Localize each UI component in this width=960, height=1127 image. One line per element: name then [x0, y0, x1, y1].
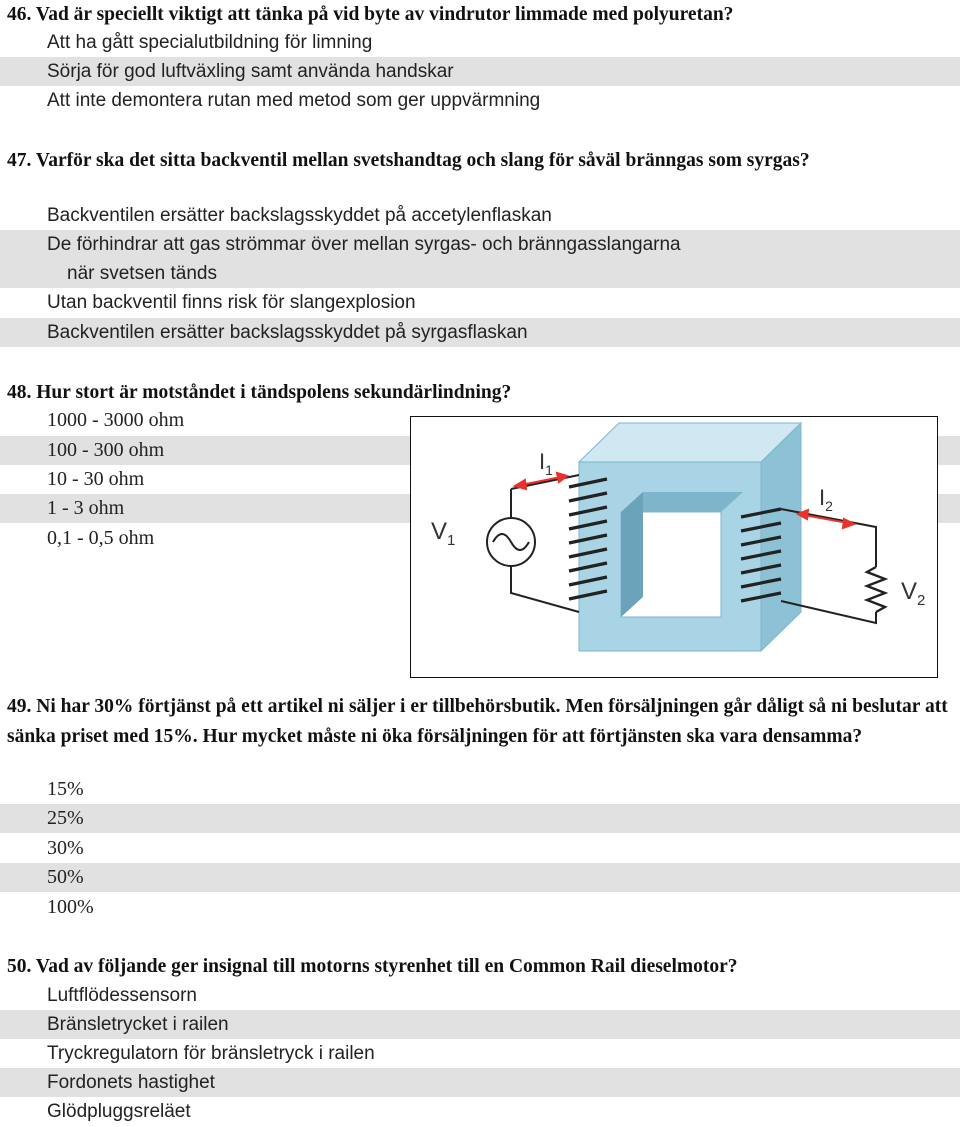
q48-option-5[interactable]: 0,1 - 0,5 ohm	[47, 527, 155, 549]
q48-option-2[interactable]: 100 - 300 ohm	[0, 436, 960, 465]
q50-option-1[interactable]: Luftflödessensorn	[47, 985, 197, 1006]
shade-right-2	[944, 494, 960, 523]
v2-label: $V_2$	[901, 578, 926, 609]
q49-option-3[interactable]: 30%	[47, 837, 84, 859]
q47-option-4[interactable]: Backventilen ersätter backslagsskyddet på syrgasflaskan	[0, 318, 960, 347]
q48-option-1[interactable]: 1000 - 3000 ohm	[47, 409, 185, 431]
q48-option-3[interactable]: 10 - 30 ohm	[47, 468, 145, 490]
question-49-text: 49. Ni har 30% förtjänst på ett artikel ni säljer i er tillbehörsbutik. Men försäljningen går dåligt så ni beslutar att sänka priset med 15%. Hur mycket måste ni öka försäljningen för att förtjänsten ska vara densamma?	[7, 696, 948, 747]
current-arrow-primary	[515, 473, 567, 489]
q46-option-3[interactable]: Att inte demontera rutan med metod som ger uppvärmning	[47, 90, 541, 111]
q50-option-3[interactable]: Tryckregulatorn för bränsletryck i railen	[47, 1043, 375, 1064]
question-48-text: 48. Hur stort är motståndet i tändspolens sekundärlindning?	[7, 382, 512, 403]
q50-option-2[interactable]: Bränsletrycket i railen	[0, 1010, 960, 1039]
transformer-diagram	[411, 417, 936, 676]
q49-option-1[interactable]: 15%	[47, 778, 84, 800]
q50-option-5[interactable]: Glödpluggsreläet	[47, 1101, 191, 1122]
q48-option-4[interactable]: 1 - 3 ohm	[0, 494, 960, 523]
q47-option-1[interactable]: Backventilen ersätter backslagsskyddet på accetylenflaskan	[47, 205, 552, 226]
shade-right-1	[944, 436, 960, 465]
q49-option-4[interactable]: 50%	[0, 863, 960, 892]
question-46-text: 46. Vad är speciellt viktigt att tänka på vid byte av vindrutor limmade med polyuretan?	[7, 4, 734, 25]
question-50-text: 50. Vad av följande ger insignal till motorns styrenhet till en Common Rail dieselmotor?	[7, 956, 738, 977]
q50-option-4[interactable]: Fordonets hastighet	[0, 1068, 960, 1097]
i2-label: $I_2$	[819, 485, 833, 514]
question-47-text: 47. Varför ska det sitta backventil mellan svetshandtag och slang för såväl bränngas som syrgas?	[7, 150, 810, 171]
q47-option-3[interactable]: Utan backventil finns risk för slangexplosion	[47, 292, 416, 313]
q49-option-5[interactable]: 100%	[47, 896, 94, 918]
v1-label: $V_1$	[431, 518, 456, 549]
q46-option-1[interactable]: Att ha gått specialutbildning för limning	[47, 32, 373, 53]
q47-option-2[interactable]: De förhindrar att gas strömmar över mellan syrgas- och bränngasslangarna när svetsen tänds	[0, 230, 960, 288]
i1-label: $I_1$	[539, 449, 553, 478]
q46-option-2[interactable]: Sörja för god luftväxling samt använda handskar	[0, 57, 960, 86]
q49-option-2[interactable]: 25%	[0, 804, 960, 833]
resistor-icon	[867, 567, 885, 612]
transformer-figure	[410, 416, 938, 678]
